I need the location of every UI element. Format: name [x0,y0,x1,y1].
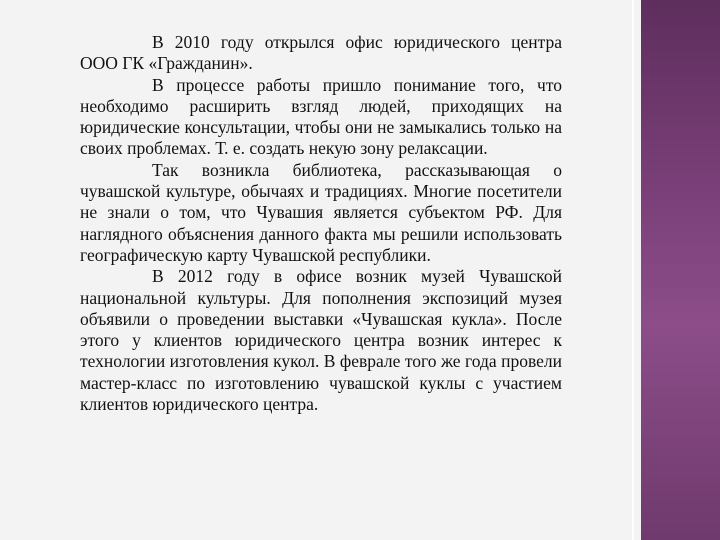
decorative-side-panel [641,0,720,540]
paragraph-office-opening: В 2010 году открылся офис юридического центра ООО ГК «Гражданин». [80,32,562,74]
panel-divider [632,0,634,540]
paragraph-relaxation-zone: В процессе работы пришло понимание того, что необходимо расширить взгляд людей, приходящих на юридические консультации, чтобы они не замыкались только на своих проблемах. Т. е. создать некую зону релаксации. [80,74,562,159]
paragraph-museum: В 2012 году в офисе возник музей Чувашской национальной культуры. Для пополнения экспозиций музея объявили о проведении выставки «Чувашская кукла». После этого у клиентов юридического центра возник интерес к технологии изготовления кукол. В феврале того же года провели мастер-класс по изготовлению чувашской куклы с участием клиентов юридического центра. [80,266,562,415]
text-body [80,32,562,415]
paragraph-library: Так возникла библиотека, рассказывающая о чувашской культуре, обычаях и традициях. Многие посетители не знали о том, что Чувашия является субъектом РФ. Для наглядного объяснения данного факта мы решили использовать географическую карту Чувашской республики. [80,159,562,265]
